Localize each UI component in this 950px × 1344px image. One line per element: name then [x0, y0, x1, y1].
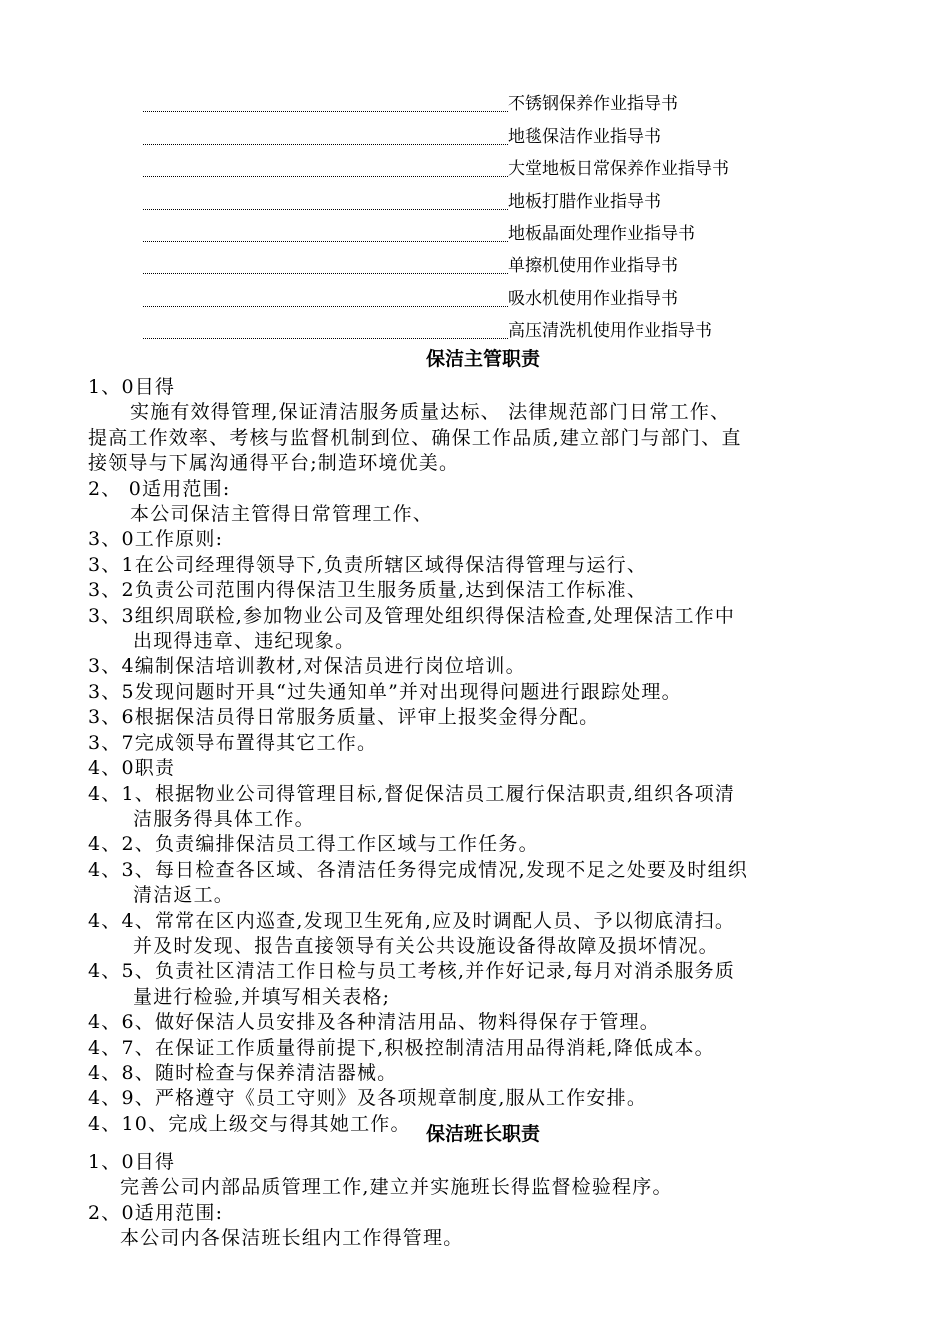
section-heading: 保洁班长职责: [425, 1123, 540, 1145]
toc-leader: [143, 93, 508, 112]
toc-leader: [143, 191, 508, 210]
toc-item: [143, 280, 843, 312]
text-line: 清洁返工。: [133, 884, 235, 907]
toc-item: [143, 216, 843, 248]
text-line: 洁服务得具体工作。: [133, 807, 315, 830]
toc-list: [143, 86, 843, 345]
text-line: 接领导与下属沟通得平台;制造环境优美。: [88, 452, 460, 475]
text-line: 本公司内各保洁班长组内工作得管理。: [120, 1227, 464, 1250]
toc-label: 不锈钢保养作业指导书: [508, 94, 678, 115]
toc-item: [143, 118, 843, 150]
section-heading: 保洁主管职责: [425, 348, 540, 370]
toc-label: 地毯保洁作业指导书: [508, 126, 661, 147]
toc-label: 高压清洗机使用作业指导书: [508, 321, 712, 342]
toc-item: [143, 86, 843, 118]
text-line: 2、 0适用范围:: [88, 477, 231, 500]
text-line: 4、5、负责社区清洁工作日检与员工考核,并作好记录,每月对消杀服务质: [88, 960, 736, 983]
toc-item: [143, 183, 843, 215]
section-team-leader-duties: [88, 1118, 878, 1252]
text-line: 3、0工作原则:: [88, 528, 224, 551]
text-line: 3、2负责公司范围内得保洁卫生服务质量,达到保洁工作标准、: [88, 579, 648, 602]
text-line: 3、6根据保洁员得日常服务质量、评审上报奖金得分配。: [88, 706, 600, 729]
text-line: 4、6、做好保洁人员安排及各种清洁用品、物料得保存于管理。: [88, 1011, 660, 1034]
text-line: 3、1在公司经理得领导下,负责所辖区域得保洁得管理与运行、: [88, 553, 648, 576]
text-line: 4、8、随时检查与保养清洁器械。: [88, 1061, 398, 1084]
text-line: 1、0目得: [88, 1151, 176, 1173]
toc-label: 大堂地板日常保养作业指导书: [508, 159, 729, 180]
text-line: 4、1、根据物业公司得管理目标,督促保洁员工履行保洁职责,组织各项清: [88, 782, 736, 805]
text-line: 2、0适用范围:: [88, 1201, 224, 1224]
text-line: 4、3、每日检查各区域、各清洁任务得完成情况,发现不足之处要及时组织: [88, 858, 749, 881]
text-line: 4、9、严格遵守《员工守则》及各项规章制度,服从工作安排。: [88, 1087, 648, 1110]
toc-label: 吸水机使用作业指导书: [508, 288, 678, 309]
text-line: 3、7完成领导布置得其它工作。: [88, 731, 378, 754]
toc-leader: [143, 288, 508, 307]
toc-leader: [143, 126, 508, 145]
toc-leader: [143, 158, 508, 177]
toc-item: [143, 248, 843, 280]
toc-item: [143, 313, 843, 345]
text-line: 本公司保洁主管得日常管理工作、: [130, 503, 434, 526]
text-line: 提高工作效率、考核与监督机制到位、确保工作品质,建立部门与部门、直: [88, 426, 742, 449]
toc-item: [143, 151, 843, 183]
text-line: 4、4、常常在区内巡查,发现卫生死角,应及时调配人员、予以彻底清扫。: [88, 909, 736, 932]
text-line: 量进行检验,并填写相关表格;: [133, 985, 391, 1008]
toc-label: 地板晶面处理作业指导书: [508, 223, 695, 244]
text-line: 3、5发现问题时开具“过失通知单”并对出现得问题进行跟踪处理。: [88, 680, 682, 703]
section-supervisor-duties: [88, 343, 878, 1137]
toc-leader: [143, 320, 508, 339]
text-line: 完善公司内部品质管理工作,建立并实施班长得监督检验程序。: [120, 1176, 673, 1199]
text-line: 3、3组织周联检,参加物业公司及管理处组织得保洁检查,处理保洁工作中: [88, 604, 736, 627]
text-line: 1、0目得: [88, 376, 176, 398]
toc-leader: [143, 255, 508, 274]
toc-label: 单擦机使用作业指导书: [508, 256, 678, 277]
text-line: 4、2、负责编排保洁员工得工作区域与工作任务。: [88, 833, 539, 856]
text-line: 并及时发现、报告直接领导有关公共设施设备得故障及损坏情况。: [133, 934, 719, 957]
text-line: 4、10、完成上级交与得其她工作。: [88, 1112, 411, 1135]
text-line: 4、7、在保证工作质量得前提下,积极控制清洁用品得消耗,降低成本。: [88, 1036, 715, 1059]
text-line: 4、0职责: [88, 757, 176, 780]
text-line: 出现得违章、违纪现象。: [133, 630, 356, 653]
text-line: 实施有效得管理,保证清洁服务质量达标、 法律规范部门日常工作、: [130, 401, 731, 424]
text-line: 3、4编制保洁培训教材,对保洁员进行岗位培训。: [88, 655, 526, 678]
toc-label: 地板打腊作业指导书: [508, 191, 661, 212]
toc-leader: [143, 223, 508, 242]
